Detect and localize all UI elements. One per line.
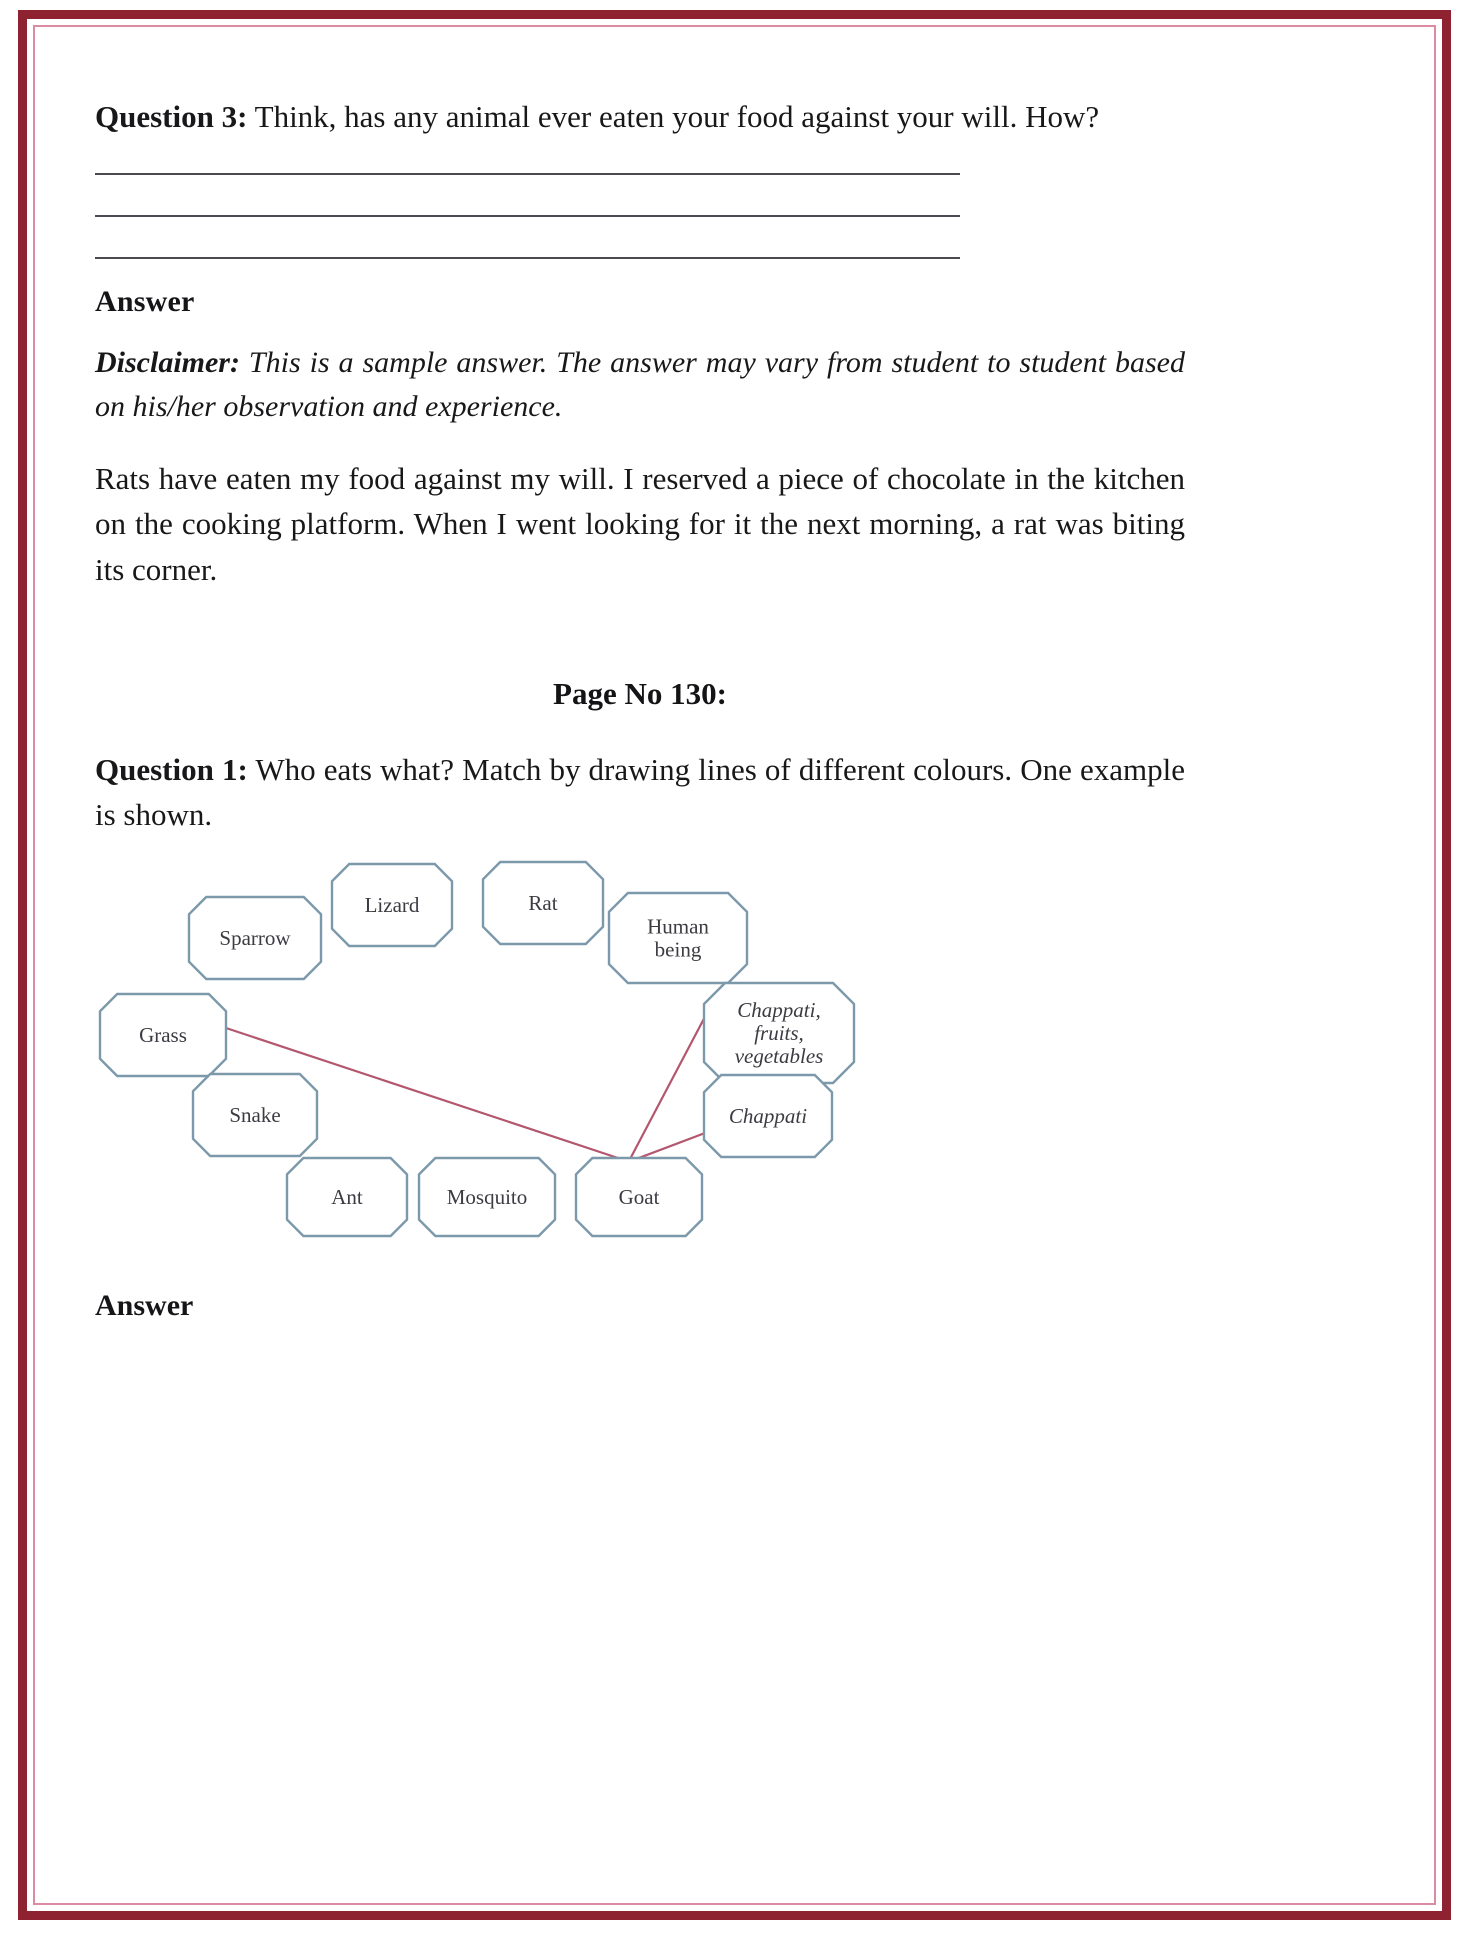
disclaimer-label: Disclaimer: <box>95 346 240 380</box>
node-label-mosquito: Mosquito <box>446 1184 528 1209</box>
diagram-node-rat[interactable] <box>483 862 603 944</box>
diagram-link-chappati_fv-to-goat <box>629 1011 708 1161</box>
node-label-chappati_fv: Chappati, <box>737 997 821 1022</box>
diagram-node-grass[interactable] <box>100 994 226 1076</box>
node-label-goat: Goat <box>618 1184 660 1209</box>
question-3-text: Think, has any animal ever eaten your food against your will. How? <box>247 99 1100 134</box>
answer-heading-top: Answer <box>95 285 195 319</box>
question-3 <box>95 95 1185 139</box>
diagram-node-mosquito[interactable] <box>419 1158 555 1236</box>
blank-line <box>95 173 960 175</box>
node-label-rat: Rat <box>528 890 558 915</box>
question-1-label: Question 1: <box>95 752 248 788</box>
node-label-chappati: Chappati <box>728 1103 808 1128</box>
who-eats-what-diagram <box>95 853 1185 1253</box>
diagram-node-human[interactable] <box>609 893 747 983</box>
node-label-sparrow: Sparrow <box>219 925 291 950</box>
diagram-node-snake[interactable] <box>193 1074 317 1156</box>
diagram-node-chappati_fv[interactable] <box>704 983 854 1083</box>
diagram-node-ant[interactable] <box>287 1158 407 1236</box>
blank-line <box>95 257 960 259</box>
node-label-chappati_fv: vegetables <box>734 1043 824 1068</box>
diagram-node-lizard[interactable] <box>332 864 452 946</box>
question-3-label: Question 3: <box>95 99 248 134</box>
node-label-grass: Grass <box>139 1022 187 1047</box>
document-content <box>95 95 1185 1323</box>
diagram-canvas <box>95 853 1185 1253</box>
diagram-node-sparrow[interactable] <box>189 897 321 979</box>
diagram-nodes <box>100 862 854 1236</box>
question-1-text: Who eats what? Match by drawing lines of different colours. One example is shown. <box>95 752 1185 832</box>
node-label-ant: Ant <box>331 1184 363 1209</box>
disclaimer <box>95 341 1185 430</box>
node-label-chappati_fv: fruits, <box>754 1020 804 1045</box>
node-label-lizard: Lizard <box>364 892 420 917</box>
node-label-snake: Snake <box>229 1102 281 1127</box>
answer-heading-bottom: Answer <box>95 1288 194 1322</box>
page-no-heading: Page No 130: <box>553 676 727 712</box>
node-label-human: Human <box>647 914 709 939</box>
disclaimer-text: This is a sample answer. The answer may vary from student to student based on his/her observation and experience. <box>95 346 1185 424</box>
answer-blank-lines <box>95 173 960 259</box>
answer-paragraph: Rats have eaten my food against my will. I reserved a piece of chocolate in the kitchen on the cooking platform. When I went looking for it the next morning, a rat was biting its corner. <box>95 460 1185 587</box>
blank-line <box>95 215 960 217</box>
node-label-human: being <box>654 937 702 962</box>
question-1 <box>95 748 1185 836</box>
diagram-node-goat[interactable] <box>576 1158 702 1236</box>
diagram-node-chappati[interactable] <box>704 1075 832 1157</box>
